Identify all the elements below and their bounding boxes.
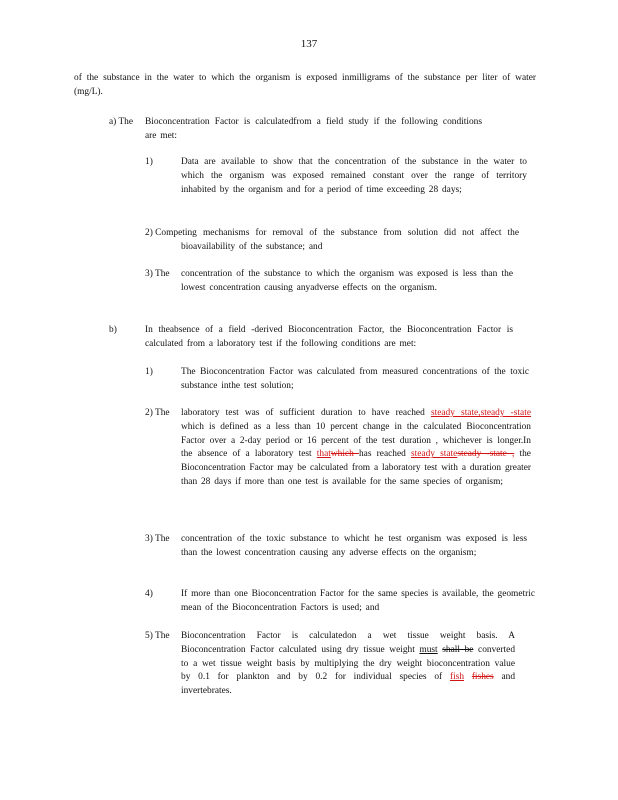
a-item-1-text: Data are available to show that the concentration of the substance in the water to which the organism was exposed remained constant over the range of territory inhabited by the organism and for a period of time exceeding 28 days;	[181, 157, 527, 195]
b-item-2-part-3: has reached	[358, 449, 411, 460]
b-item-4-number: 4)	[145, 589, 153, 599]
b-item-2-insert-1: steady state,	[430, 408, 481, 418]
a-item-3-number: 3) The	[145, 269, 170, 279]
b-item-5-deletion-2: fishes	[471, 672, 494, 683]
b-item-1-text: The Bioconcentration Factor was calculated from measured concentrations of the toxic substance inthe test solution;	[181, 367, 529, 391]
section-a-label: a) The	[109, 117, 134, 127]
b-item-5-number: 5) The	[145, 631, 170, 641]
b-item-2-deletion-1: which	[330, 449, 359, 460]
b-item-3-number: 3) The	[145, 534, 170, 544]
b-item-5-text	[181, 630, 515, 699]
section-b-label: b)	[109, 325, 117, 335]
a-item-2-text	[181, 227, 519, 255]
b-item-5-deletion-1: shall be	[442, 644, 474, 655]
b-item-2-part-2: which is defined as a less than 10 percent change in the calculated Bioconcentration Factor over a 2-day period or 16 percent of the test duration , whichever is longer.In the absence of a laboratory test	[181, 421, 531, 460]
b-item-5-insert-1: must	[419, 644, 438, 655]
section-a-text-content: Bioconcentration Factor is calculatedfrom a field study if the following conditions are met:	[145, 117, 482, 141]
a-item-2-number: 2) Competing	[145, 228, 197, 238]
b-item-4-text: If more than one Bioconcentration Factor for the same species is available, the geometric mean of the Bioconcentration Factors is used; and	[181, 589, 535, 613]
b-item-2-insert-4: steady state	[411, 449, 458, 460]
b-item-5-part-2: converted to a wet tissue weight basis by multiplying the dry weight bioconcentration value by 0.1 for plankton and by 0.2 for individual species of	[181, 644, 516, 683]
b-item-2-part-4: the Bioconcentration Factor may be calculated from a laboratory test with a duration greater than 28 days if more than one test is available for the same species of organism;	[181, 449, 531, 487]
b-item-2-part-1: laboratory test was of sufficient duration to have reached	[181, 408, 431, 418]
a-item-2-text-content: mechanisms for removal of the substance from solution did not affect the bioavailability of the substance; and	[181, 228, 519, 252]
b-item-5-insert-2: fish	[449, 672, 465, 683]
section-b-text: In theabsence of a field -derived Bioconcentration Factor, the Bioconcentration Factor is calculated from a laboratory test if the following conditions are met:	[145, 325, 513, 349]
b-item-5-part-1: Bioconcentration Factor is calculatedon a wet tissue weight basis. A Bioconcentration Factor calculated using dry tissue weight	[181, 631, 515, 655]
b-item-2-deletion-2: steady -state ,	[457, 449, 515, 460]
b-item-2-insert-3: that	[316, 449, 331, 460]
section-a-text	[145, 116, 482, 144]
a-item-3-text	[181, 268, 513, 296]
b-item-3-text: concentration of the toxic substance to whicht he test organism was exposed is less than the lowest concentration causing any adverse effects on the organism;	[181, 534, 527, 558]
intro-paragraph: of the substance in the water to which the organism is exposed inmilligrams of the substance per liter of water (mg/L).	[74, 73, 536, 97]
b-item-2-text	[181, 407, 531, 490]
a-item-1-number: 1)	[145, 157, 153, 167]
b-item-5-part-3: and invertebrates.	[181, 672, 516, 697]
page-number: 137	[300, 38, 318, 50]
b-item-2-number: 2) The	[145, 408, 170, 418]
b-item-2-insert-2: steady -state	[480, 408, 531, 418]
a-item-3-text-content: concentration of the substance to which the organism was exposed is less than the lowest concentration causing anyadverse effects on the organism.	[181, 269, 513, 293]
b-item-1-number: 1)	[145, 367, 153, 377]
